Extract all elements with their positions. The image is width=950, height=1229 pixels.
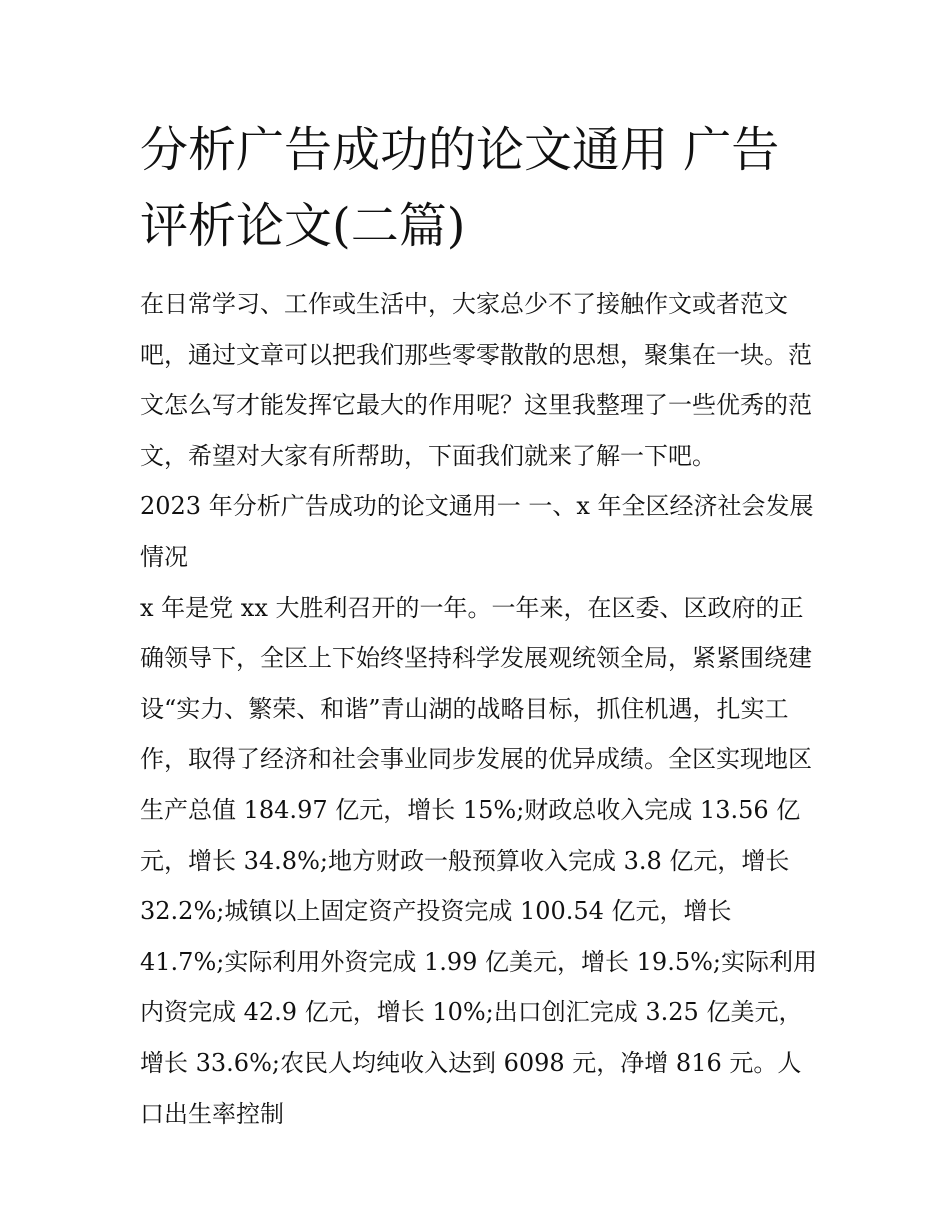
document-body — [140, 279, 820, 1139]
document-title: 分析广告成功的论文通用 广告评析论文(二篇) — [140, 122, 780, 254]
paragraph-intro: 在日常学习、工作或生活中，大家总少不了接触作文或者范文吧，通过文章可以把我们那些零零散散的思想，聚集在一块。范文怎么写才能发挥它最大的作用呢？这里我整理了一些优秀的范文，希望对大家有所帮助，下面我们就来了解一下吧。 — [140, 290, 812, 470]
paragraph-economic-summary: x 年是党 xx 大胜利召开的一年。一年来，在区委、区政府的正确领导下，全区上下始终坚持科学发展观统领全局，紧紧围绕建设“实力、繁荣、和谐”青山湖的战略目标，抓住机遇，扎实工作，取得了经济和社会事业同步发展的优异成绩。全区实现地区生产总值 184.97 亿元，增长 15%;财政总收入完成 13.56 亿元，增长 34.8%;地方财政一般预算收入完成 3.8 亿元，增长 32.2%;城镇以上固定资产投资完成 100.54 亿元，增长 41.7%;实际利用外资完成 1.99 亿美元，增长 19.5%;实际利用内资完成 42.9 亿元，增长 10%;出口创汇完成 3.25 亿美元，增长 33.6%;农民人均纯收入达到 6098 元，净增 816 元。人口出生率控制 — [140, 593, 817, 1128]
paragraph-section-heading: 2023 年分析广告成功的论文通用一 一、x 年全区经济社会发展情况 — [140, 492, 814, 571]
